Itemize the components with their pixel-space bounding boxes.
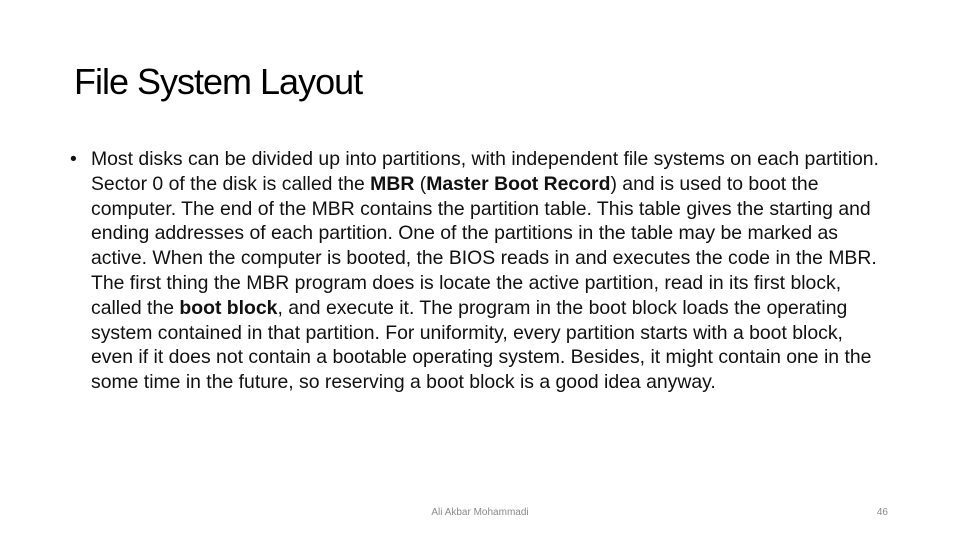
- term-master-boot-record: Master Boot Record: [426, 172, 611, 195]
- paragraph-segment: Most disks can be divided up into partitions, with independent file systems on each partition. Sector 0 of the disk is called the: [91, 148, 879, 195]
- footer-author: Ali Akbar Mohammadi: [431, 507, 529, 518]
- term-mbr: MBR: [370, 172, 415, 195]
- slide-title: File System Layout: [74, 61, 363, 102]
- bullet-paragraph: [91, 147, 890, 395]
- paragraph-segment: , and execute it. The program in the boot block loads the operating system contained in that partition. For uniformity, every partition starts with a boot block, even if it does not contain a bootable operating system. Besides, it might contain one in the some time in the future, so reserving a boot block is a good idea anyway.: [91, 296, 872, 394]
- term-boot-block: boot block: [179, 296, 278, 319]
- paragraph-segment: (: [414, 172, 427, 195]
- paragraph-segment: ) and is used to boot the computer. The end of the MBR contains the partition table. This table gives the starting and ending addresses of each partition. One of the partitions in the table may be marked as active. When the computer is booted, the BIOS reads in and executes the code in the MBR. The first thing the MBR program does is locate the active partition, read in its first block, called the: [91, 172, 877, 319]
- page-number: 46: [876, 507, 888, 518]
- bullet-block: [70, 147, 890, 395]
- bullet-marker: •: [70, 148, 77, 170]
